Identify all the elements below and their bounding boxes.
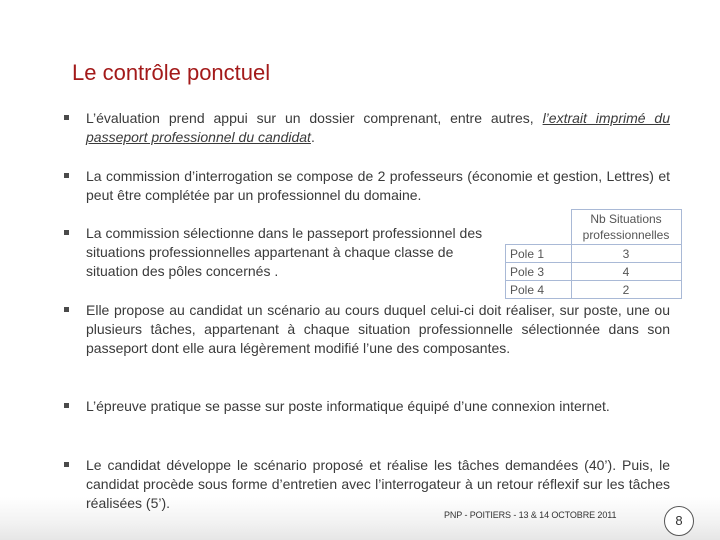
bullet-5-text: L’épreuve pratique se passe sur poste informatique équipé d’une connexion internet. <box>86 398 610 414</box>
row-label: Pole 4 <box>506 281 572 299</box>
bullet-4 <box>64 301 670 358</box>
bullet-square-icon <box>64 403 69 408</box>
bullet-3-text: La commission sélectionne dans le passeport professionnel des situations professionnelles appartenant à chaque classe de situation des pôles concernés . <box>86 225 483 279</box>
bullet-square-icon <box>64 115 69 120</box>
row-value: 3 <box>571 245 681 263</box>
poles-table <box>505 209 682 299</box>
bullet-square-icon <box>64 230 69 235</box>
row-label: Pole 3 <box>506 263 572 281</box>
row-label: Pole 1 <box>506 245 572 263</box>
bullet-6 <box>64 456 670 513</box>
table-row <box>506 263 682 281</box>
page-number-badge: 8 <box>664 506 694 536</box>
bullet-5 <box>64 397 670 416</box>
table-row <box>506 245 682 263</box>
row-value: 4 <box>571 263 681 281</box>
bullet-square-icon <box>64 307 69 312</box>
bullet-1-text: L’évaluation prend appui sur un dossier comprenant, entre autres, l’extrait imprimé du passeport professionnel du candidat. <box>86 110 671 145</box>
passeport-link[interactable]: l’extrait imprimé du passeport professionnel du candidat <box>86 110 671 145</box>
bullet-4-text: Elle propose au candidat un scénario au cours duquel celui-ci doit réaliser, sur poste, une ou plusieurs tâches, appartenant à chaque situation professionnelle sélectionnée dans son passeport dont elle aura légèrement modifié l’une des composantes. <box>86 302 670 356</box>
bullet-square-icon <box>64 173 69 178</box>
bullet-3 <box>64 224 504 281</box>
footer-text: PNP - POITIERS - 13 & 14 OCTOBRE 2011 <box>444 510 617 520</box>
table-corner-cell <box>506 210 572 245</box>
slide-title: Le contrôle ponctuel <box>72 60 271 85</box>
bullet-1 <box>64 109 670 147</box>
bullet-2-text: La commission d’interrogation se compose de 2 professeurs (économie et gestion, Lettres) et peut être complétée par un professionnel du domaine. <box>86 168 670 203</box>
row-value: 2 <box>571 281 681 299</box>
bullet-2 <box>64 167 670 205</box>
table-header: Nb Situations professionnelles <box>571 210 681 245</box>
bullet-square-icon <box>64 462 69 467</box>
table-row <box>506 281 682 299</box>
table-header-row <box>506 210 682 245</box>
bullet-6-text: Le candidat développe le scénario proposé et réalise les tâches demandées (40’). Puis, le candidat procède sous forme d’entretien avec l’interrogateur à un retour réflexif sur les tâches réalisées (5’). <box>86 457 670 511</box>
